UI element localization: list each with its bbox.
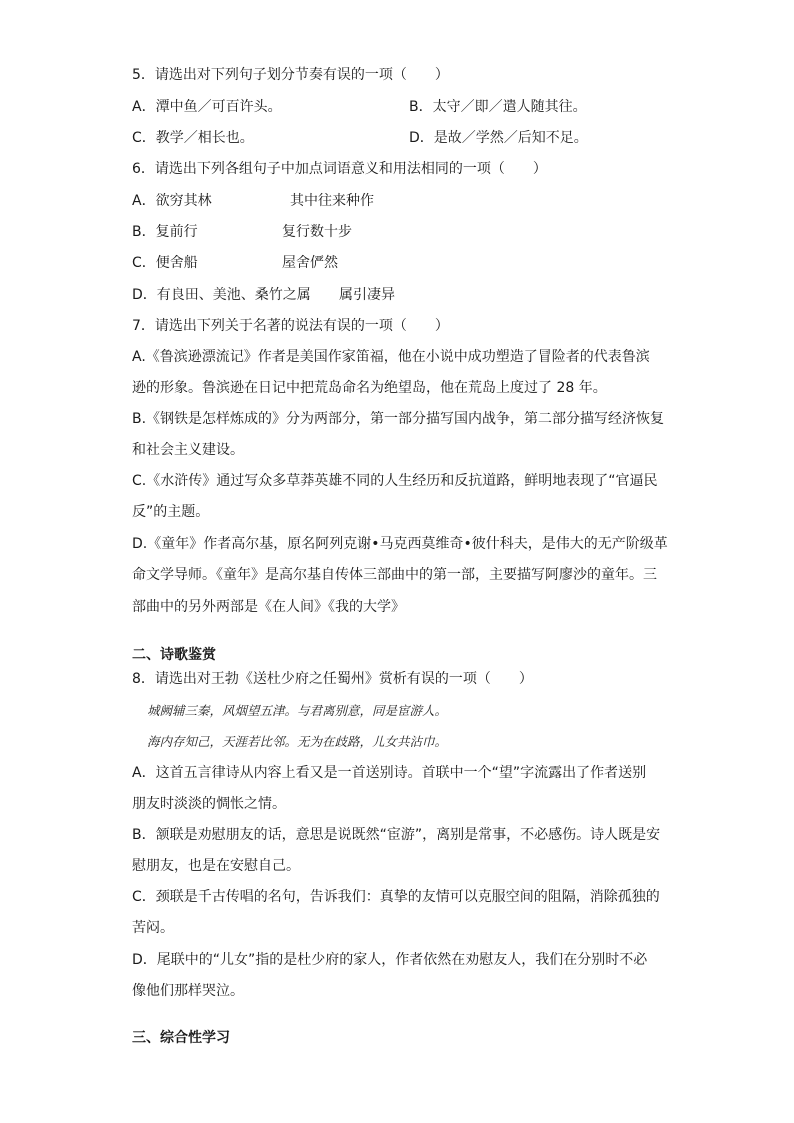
q8-poem-line1: 城阙辅三秦，风烟望五津。与君离别意，同是宦游人。 <box>147 703 448 718</box>
q7-option-b-line1: B.《钢铁是怎样炼成的》分为两部分，第一部分描写国内战争，第二部分描写经济恢复 <box>132 411 665 427</box>
q7-option-c-line1: C.《水浒传》通过写众多草莽英雄不同的人生经历和反抗道路，鲜明地表现了“官逼民 <box>132 473 658 489</box>
q5-option-d: D．是故／学然／后知不足。 <box>409 130 588 146</box>
q7-option-a-line2: 逊的形象。鲁滨逊在日记中把荒岛命名为绝望岛，他在荒岛上度过了 28 年。 <box>132 380 607 396</box>
q6-stem: 6．请选出下列各组句子中加点词语意义和用法相同的一项（ ） <box>132 161 547 177</box>
q7-option-a-line1: A.《鲁滨逊漂流记》作者是美国作家笛福，他在小说中成功塑造了冒险者的代表鲁滨 <box>132 349 650 365</box>
q8-option-d-line1: D．尾联中的“儿女”指的是杜少府的家人，作者依然在劝慰友人，我们在分别时不必 <box>132 952 648 968</box>
q7-option-d-line3: 部曲中的另外两部是《在人间》《我的大学》 <box>132 599 405 615</box>
q5-stem: 5．请选出对下列句子划分节奏有误的一项（ ） <box>132 67 449 83</box>
q6-option-a-first: A．欲穷其林 <box>132 193 212 209</box>
q6-option-b-first: B．复前行 <box>132 224 198 240</box>
q8-option-b-line1: B．颔联是劝慰朋友的话，意思是说既然“宦游”，离别是常事，不必感伤。诗人既是安 <box>132 827 661 843</box>
q7-stem: 7．请选出下列关于名著的说法有误的一项（ ） <box>132 318 449 334</box>
q8-option-a-line1: A．这首五言律诗从内容上看又是一首送别诗。首联中一个“望”字流露出了作者送别 <box>132 765 647 781</box>
q8-poem-line2: 海内存知己，天涯若比邻。无为在歧路，儿女共沾巾。 <box>147 734 448 749</box>
q7-option-b-line2: 和社会主义建设。 <box>132 442 244 458</box>
q5-option-a: A．潭中鱼／可百许头。 <box>132 99 282 115</box>
q8-option-b-line2: 慰朋友，也是在安慰自己。 <box>132 858 300 874</box>
q8-option-c-line2: 苦闷。 <box>132 920 174 936</box>
q5-option-b: B．太守／即／遣人随其往。 <box>409 99 587 115</box>
q7-option-c-line2: 反”的主题。 <box>132 504 210 520</box>
q6-option-b-second: 复行数十步 <box>282 224 352 240</box>
section-heading-comprehensive: 三、综合性学习 <box>132 1030 230 1046</box>
section-heading-poetry: 二、诗歌鉴赏 <box>132 647 216 663</box>
q6-option-c-first: C．便舍船 <box>132 255 198 271</box>
q8-option-c-line1: C．颈联是千古传唱的名句，告诉我们：真挚的友情可以克服空间的阻隔，消除孤独的 <box>132 889 660 905</box>
q6-option-c-second: 屋舍俨然 <box>282 255 338 271</box>
q6-option-d-first: D．有良田、美池、桑竹之属 <box>132 287 311 303</box>
q5-option-c: C．教学／相长也。 <box>132 130 254 146</box>
q8-option-d-line2: 像他们那样哭泣。 <box>132 983 244 999</box>
q8-option-a-line2: 朋友时淡淡的惆怅之情。 <box>132 796 286 812</box>
q7-option-d-line1: D.《童年》作者高尔基，原名阿列克谢•马克西莫维奇•彼什科夫，是伟大的无产阶级革 <box>132 536 668 552</box>
q6-option-d-second: 属引凄异 <box>339 287 395 303</box>
q8-stem: 8．请选出对王勃《送杜少府之任蜀州》赏析有误的一项（ ） <box>132 671 533 687</box>
q6-option-a-second: 其中往来种作 <box>290 193 374 209</box>
q7-option-d-line2: 命文学导师。《童年》是高尔基自传体三部曲中的第一部，主要描写阿廖沙的童年。三 <box>132 567 657 583</box>
